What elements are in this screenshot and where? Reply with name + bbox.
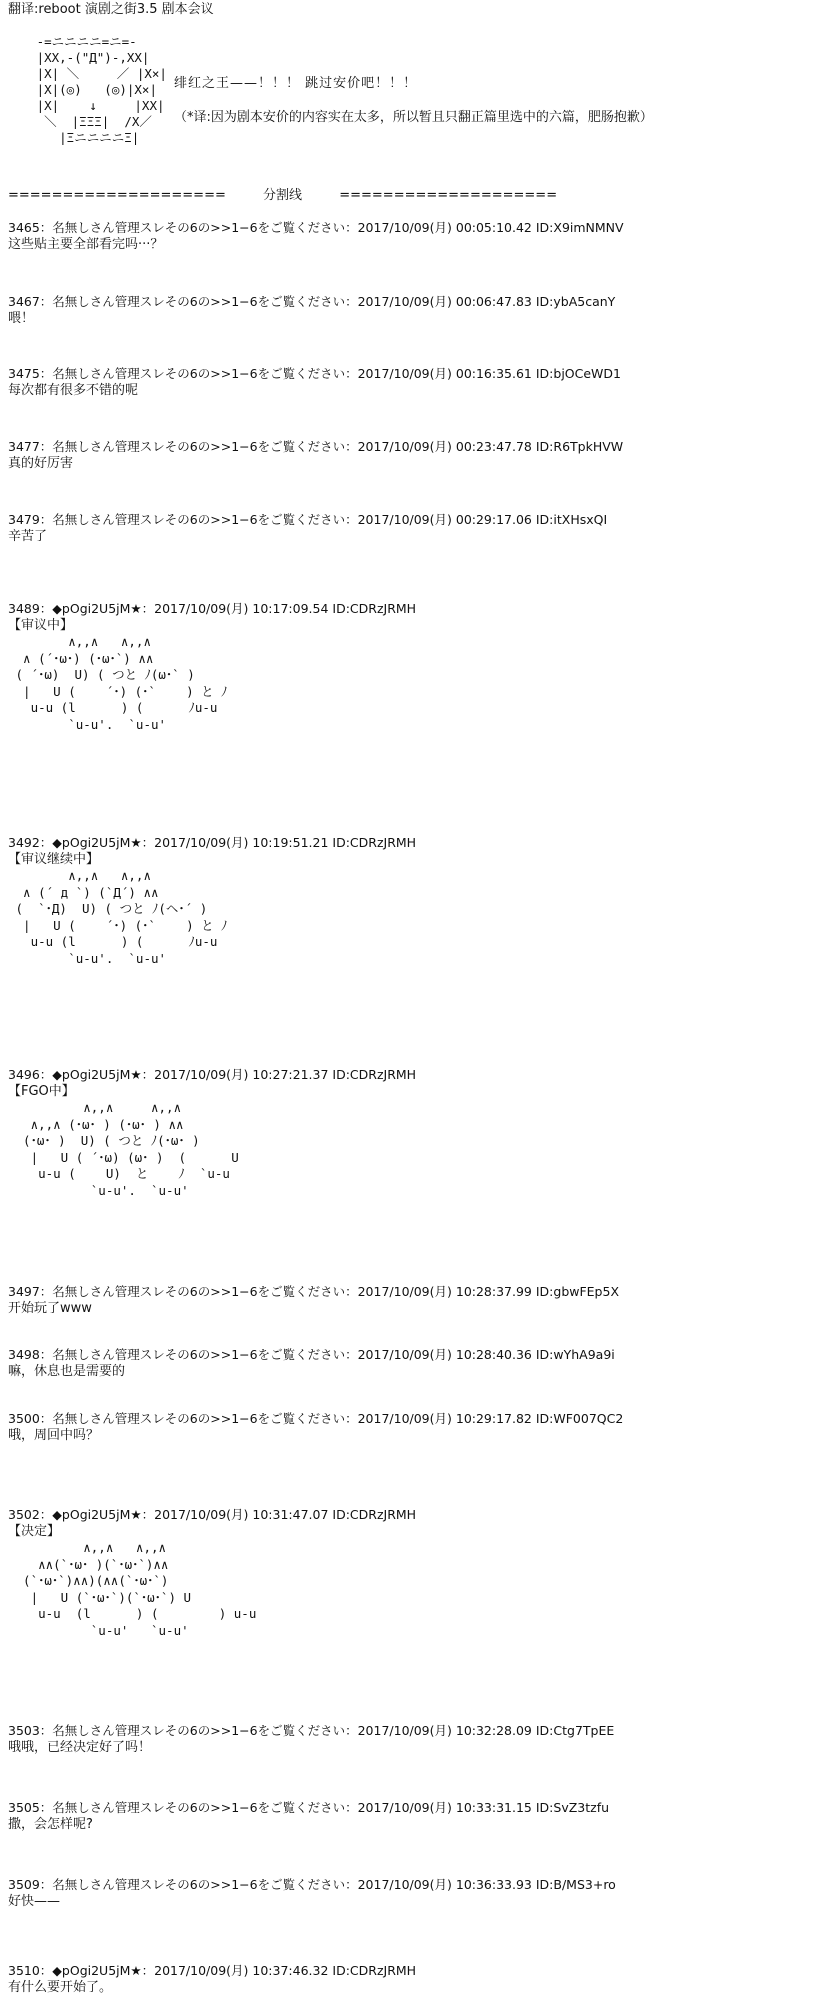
post-header: 3489：◆pOgi2U5jM★：2017/10/09(月) 10:17:09.54 ID:CDRzJRMH bbox=[8, 601, 417, 616]
post-header: 3497：名無しさん管理スレその6の>>1−6をご覧ください：2017/10/09(月) 10:28:37.99 ID:gbwFEp5X bbox=[8, 1284, 620, 1299]
banner-line-2: （*译:因为剧本安价的内容实在太多，所以暂且只翻正篇里选中的六篇，肥肠抱歉） bbox=[174, 110, 653, 125]
post-header: 3467：名無しさん管理スレその6の>>1−6をご覧ください：2017/10/09(月) 00:06:47.83 ID:ybA5canY bbox=[8, 294, 616, 309]
post-body: 好快—— bbox=[8, 1894, 61, 1909]
post-body: 哦哦，已经决定好了吗！ bbox=[8, 1740, 152, 1755]
page-title: 翻译:reboot 演剧之街3.5 剧本会议 bbox=[8, 2, 214, 17]
post-body: 【审议继续中】 bbox=[8, 852, 100, 867]
post-body: 每次都有很多不错的呢 bbox=[8, 383, 139, 398]
post-body: 有什么要开始了。 bbox=[8, 1980, 113, 1995]
post-3502 bbox=[8, 1507, 808, 1639]
post-3489 bbox=[8, 601, 808, 733]
post-3475 bbox=[8, 366, 808, 399]
post-body: 【决定】 bbox=[8, 1524, 61, 1539]
banner bbox=[14, 34, 774, 164]
post-3503 bbox=[8, 1723, 808, 1756]
post-header: 3500：名無しさん管理スレその6の>>1−6をご覧ください：2017/10/09(月) 10:29:17.82 ID:WF007QC2 bbox=[8, 1411, 624, 1426]
section-divider: ==================== 分割线 ==================== bbox=[8, 188, 558, 203]
post-3497 bbox=[8, 1284, 808, 1317]
post-3498 bbox=[8, 1347, 808, 1380]
post-3492 bbox=[8, 835, 808, 967]
post-3465 bbox=[8, 220, 808, 253]
post-header: 3496：◆pOgi2U5jM★：2017/10/09(月) 10:27:21.37 ID:CDRzJRMH bbox=[8, 1067, 417, 1082]
post-body: 喂！ bbox=[8, 311, 35, 326]
post-3510 bbox=[8, 1963, 808, 1996]
post-3479 bbox=[8, 512, 808, 545]
post-body: 这些贴主要全部看完吗···？ bbox=[8, 237, 164, 252]
post-ascii-art: ∧,,∧ ∧,,∧ ∧,,∧ (･ω･ ) (･ω･ ) ∧∧ (･ω･ ) U) ( つと ﾉ(･ω･ ) | U ( ´･ω) (ω･ ) ( U u-u ( U) と ﾉ `u-u `u-u'. `u-u' bbox=[23, 1100, 239, 1198]
post-header: 3477：名無しさん管理スレその6の>>1−6をご覧ください：2017/10/09(月) 00:23:47.78 ID:R6TpkHVW bbox=[8, 439, 624, 454]
post-header: 3475：名無しさん管理スレその6の>>1−6をご覧ください：2017/10/09(月) 00:16:35.61 ID:bjOCeWD1 bbox=[8, 366, 621, 381]
post-body: 真的好厉害 bbox=[8, 456, 74, 471]
post-body: 【FGO中】 bbox=[8, 1084, 75, 1099]
post-body: 辛苦了 bbox=[8, 529, 48, 544]
post-3509 bbox=[8, 1877, 808, 1910]
post-header: 3498：名無しさん管理スレその6の>>1−6をご覧ください：2017/10/09(月) 10:28:40.36 ID:wYhA9a9i bbox=[8, 1347, 615, 1362]
post-3505 bbox=[8, 1800, 808, 1833]
post-body: 撒，会怎样呢? bbox=[8, 1817, 93, 1832]
post-ascii-art: ∧,,∧ ∧,,∧ ∧∧(`･ω･ )(`･ω･`)∧∧ (`･ω･`)∧∧)(∧∧(`･ω･`) | U (`･ω･`)(`･ω･`) U u-u (l ) ( ) u-u `u-u' `u-u' bbox=[23, 1540, 257, 1638]
post-3500 bbox=[8, 1411, 808, 1444]
post-ascii-art: ∧,,∧ ∧,,∧ ∧ (´･ω･) (･ω･`) ∧∧ ( ´･ω) U) ( つと ﾉ(ω･` ) | U ( ´･) (･` ) と ﾉ u-u (l ) ( ﾉu-u `u-u'. `u-u' bbox=[15, 634, 228, 732]
post-header: 3510：◆pOgi2U5jM★：2017/10/09(月) 10:37:46.32 ID:CDRzJRMH bbox=[8, 1963, 417, 1978]
post-header: 3502：◆pOgi2U5jM★：2017/10/09(月) 10:31:47.07 ID:CDRzJRMH bbox=[8, 1507, 417, 1522]
post-header: 3503：名無しさん管理スレその6の>>1−6をご覧ください：2017/10/09(月) 10:32:28.09 ID:Ctg7TpEE bbox=[8, 1723, 615, 1738]
post-header: 3479：名無しさん管理スレその6の>>1−6をご覧ください：2017/10/09(月) 00:29:17.06 ID:itXHsxQI bbox=[8, 512, 608, 527]
post-body: 【审议中】 bbox=[8, 618, 74, 633]
post-body: 嘛，休息也是需要的 bbox=[8, 1364, 126, 1379]
banner-line-1: 绯红之王——！！！ 跳过安价吧！！！ bbox=[174, 76, 418, 91]
post-3477 bbox=[8, 439, 808, 472]
post-3467 bbox=[8, 294, 808, 327]
post-body: 哦，周回中吗？ bbox=[8, 1428, 100, 1443]
post-ascii-art: ∧,,∧ ∧,,∧ ∧ (´ д `) (`Д´) ∧∧ ( `･Д) U) ( つと ﾉ(ヘ･´ ) | U ( ´･) (･` ) と ﾉ u-u (l ) ( ﾉu-u `u-u'. `u-u' bbox=[15, 868, 228, 966]
banner-ascii-art: -=ニニニニ=ニ=- |XX,-("Д")-,XX| |X| ＼ ／ |X×| |X|(◎) (◎)|X×| |X| ↓ |XX| ＼ |ΞΞΞ| /X／ |ΞニニニニΞ| bbox=[36, 34, 167, 145]
post-header: 3492：◆pOgi2U5jM★：2017/10/09(月) 10:19:51.21 ID:CDRzJRMH bbox=[8, 835, 417, 850]
post-3496 bbox=[8, 1067, 808, 1199]
post-header: 3509：名無しさん管理スレその6の>>1−6をご覧ください：2017/10/09(月) 10:36:33.93 ID:B/MS3+ro bbox=[8, 1877, 616, 1892]
post-body: 开始玩了www bbox=[8, 1301, 92, 1316]
post-header: 3465：名無しさん管理スレその6の>>1−6をご覧ください：2017/10/09(月) 00:05:10.42 ID:X9imNMNV bbox=[8, 220, 624, 235]
post-header: 3505：名無しさん管理スレその6の>>1−6をご覧ください：2017/10/09(月) 10:33:31.15 ID:SvZ3tzfu bbox=[8, 1800, 610, 1815]
